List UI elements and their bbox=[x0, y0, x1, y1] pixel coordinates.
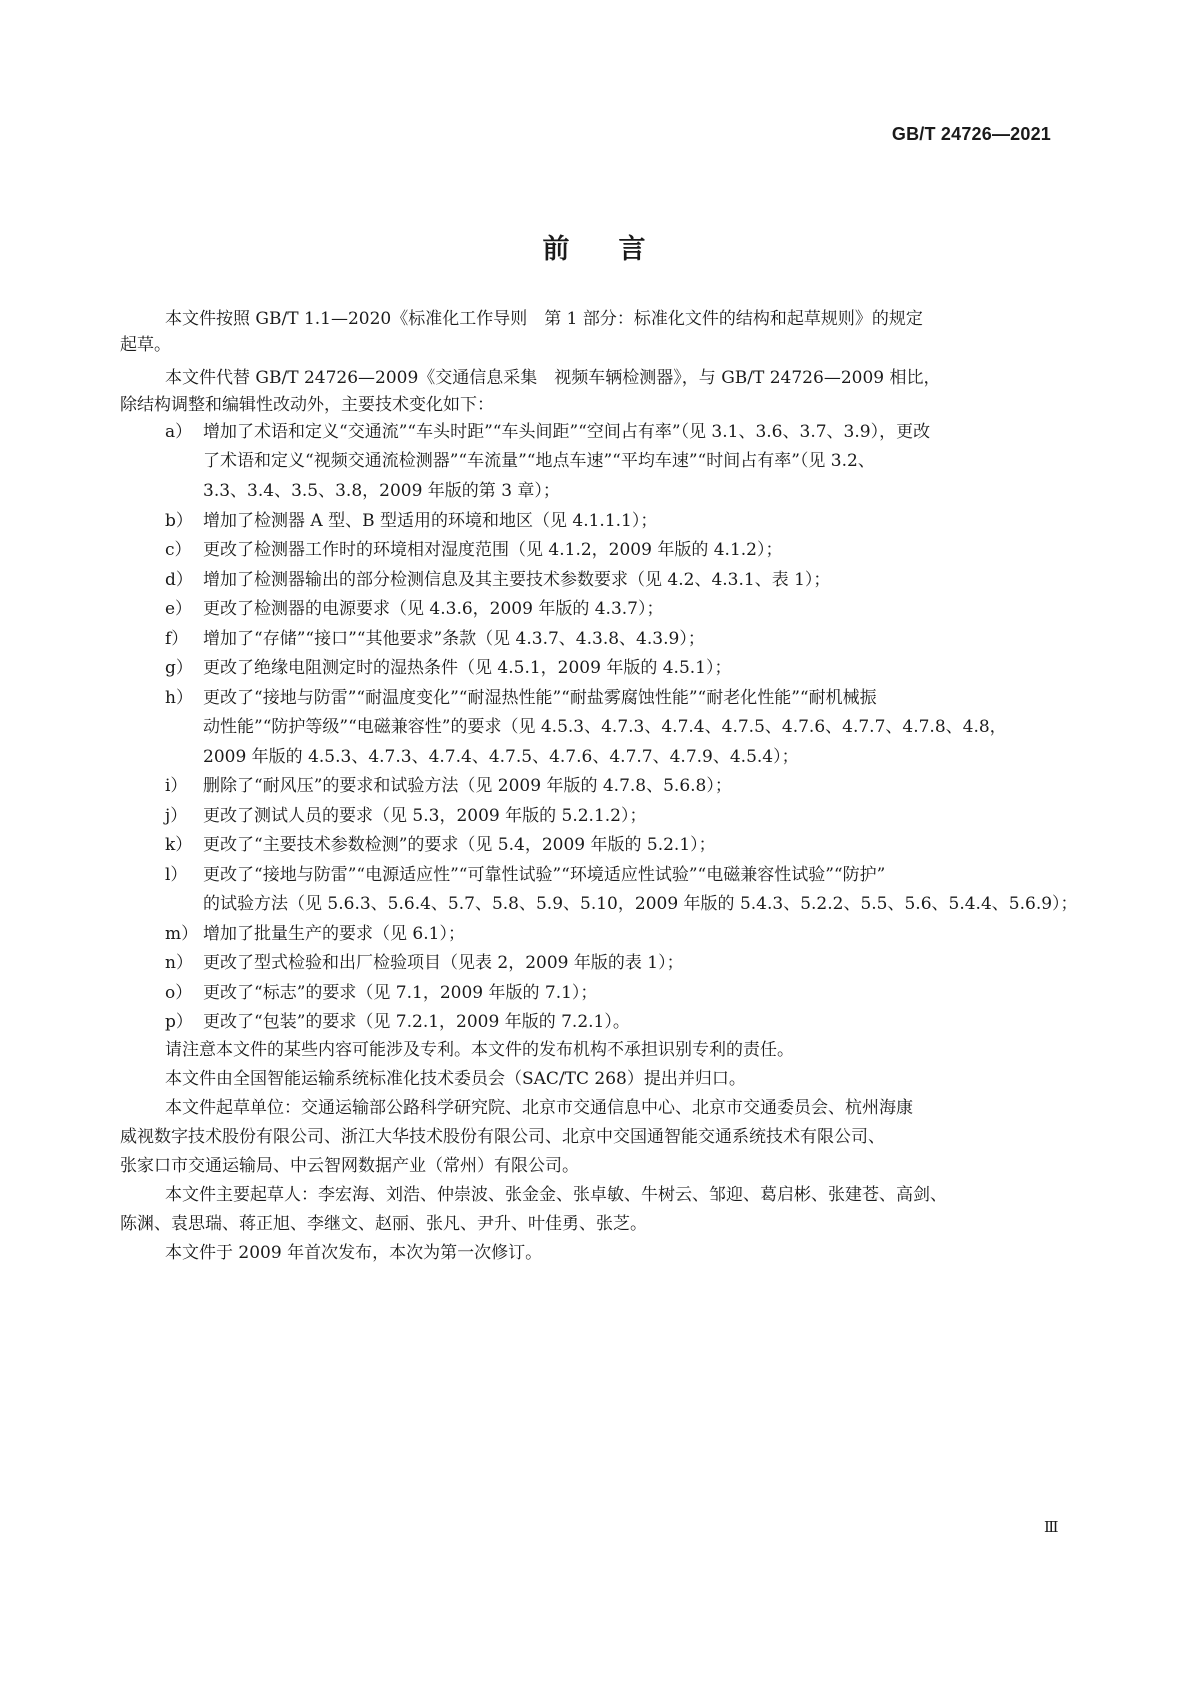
list-marker: o） bbox=[165, 983, 193, 1003]
title-char-1: 前 bbox=[542, 234, 573, 265]
drafting-units-line: 张家口市交通运输局、中云智网数据产业（常州）有限公司。 bbox=[120, 1156, 579, 1176]
list-marker: j） bbox=[165, 806, 188, 826]
list-item bbox=[165, 690, 877, 707]
list-marker: b） bbox=[165, 511, 193, 531]
list-item bbox=[165, 513, 657, 530]
list-item-text: 更改了型式检验和出厂检验项目（见表 2，2009 年版的表 1）； bbox=[203, 953, 684, 973]
list-item-text: 增加了批量生产的要求（见 6.1）； bbox=[203, 924, 465, 944]
drafting-units-line: 本文件起草单位：交通运输部公路科学研究院、北京市交通信息中心、北京市交通委员会、杭州海康 bbox=[165, 1098, 913, 1118]
list-item-text: 更改了“包装”的要求（见 7.2.1，2009 年版的 7.2.1）。 bbox=[203, 1012, 630, 1032]
list-item bbox=[165, 867, 885, 884]
list-item bbox=[165, 631, 705, 648]
list-item-continuation: 的试验方法（见 5.6.3、5.6.4、5.7、5.8、5.9、5.10，2009 年版的 5.4.3、5.2.2、5.5、5.6、5.4.4、5.6.9）； bbox=[203, 894, 1078, 914]
title-char-2: 言 bbox=[618, 234, 649, 265]
list-marker: l） bbox=[165, 865, 188, 885]
drafters-line: 陈渊、袁思瑞、蒋正旭、李继文、赵丽、张凡、尹升、叶佳勇、张芝。 bbox=[120, 1214, 647, 1234]
list-item bbox=[165, 837, 716, 854]
list-marker: i） bbox=[165, 776, 188, 796]
paragraph-line: 起草。 bbox=[120, 335, 171, 355]
list-item-continuation: 动性能”“防护等级”“电磁兼容性”的要求（见 4.5.3、4.7.3、4.7.4、4.7.5、4.7.6、4.7.7、4.7.8、4.8， bbox=[203, 717, 1007, 737]
list-item-text: 更改了“主要技术参数检测”的要求（见 5.4，2009 年版的 5.2.1）； bbox=[203, 835, 716, 855]
drafters-line: 本文件主要起草人：李宏海、刘浩、仲崇波、张金金、张卓敏、牛树云、邹迎、葛启彬、张建苍、高剑、 bbox=[165, 1185, 947, 1205]
list-marker: k） bbox=[165, 835, 193, 855]
list-item-text: 更改了检测器工作时的环境相对湿度范围（见 4.1.2，2009 年版的 4.1.2）； bbox=[203, 540, 783, 560]
list-marker: m） bbox=[165, 924, 199, 944]
paragraph-line: 本文件按照 GB/T 1.1—2020《标准化工作导则 第 1 部分：标准化文件的结构和起草规则》的规定 bbox=[165, 309, 923, 329]
list-item-text: 更改了“标志”的要求（见 7.1，2009 年版的 7.1）； bbox=[203, 983, 598, 1003]
list-marker: f） bbox=[165, 629, 189, 649]
list-item bbox=[165, 424, 930, 441]
revision-history: 本文件于 2009 年首次发布，本次为第一次修订。 bbox=[165, 1243, 543, 1263]
list-marker: h） bbox=[165, 688, 193, 708]
list-item-text: 增加了术语和定义“交通流”“车头时距”“车头间距”“空间占有率”（见 3.1、3.6、3.7、3.9），更改 bbox=[203, 422, 931, 442]
proposed-by: 本文件由全国智能运输系统标准化技术委员会（SAC/TC 268）提出并归口。 bbox=[165, 1069, 746, 1089]
paragraph-line: 除结构调整和编辑性改动外，主要技术变化如下： bbox=[120, 395, 494, 415]
list-item bbox=[165, 572, 830, 589]
list-item-continuation: 3.3、3.4、3.5、3.8，2009 年版的第 3 章）； bbox=[203, 481, 560, 501]
standard-number: GB/T 24726—2021 bbox=[891, 124, 1051, 144]
list-marker: p） bbox=[165, 1012, 193, 1032]
list-item-text: 增加了检测器输出的部分检测信息及其主要技术参数要求（见 4.2、4.3.1、表 1）； bbox=[203, 570, 831, 590]
list-item bbox=[165, 542, 783, 559]
list-item-text: 更改了检测器的电源要求（见 4.3.6，2009 年版的 4.3.7）； bbox=[203, 599, 664, 619]
list-item-continuation: 了术语和定义“视频交通流检测器”“车流量”“地点车速”“平均车速”“时间占有率”（见 3.2、 bbox=[203, 451, 875, 471]
list-item-continuation: 2009 年版的 4.5.3、4.7.3、4.7.4、4.7.5、4.7.6、4.7.7、4.7.9、4.5.4）； bbox=[203, 747, 799, 767]
list-item bbox=[165, 778, 732, 795]
list-marker: c） bbox=[165, 540, 192, 560]
list-item bbox=[165, 808, 647, 825]
list-marker: d） bbox=[165, 570, 193, 590]
list-item bbox=[165, 955, 684, 972]
drafting-units-line: 威视数字技术股份有限公司、浙江大华技术股份有限公司、北京中交国通智能交通系统技术有限公司、 bbox=[120, 1127, 885, 1147]
list-marker: e） bbox=[165, 599, 193, 619]
list-item bbox=[165, 660, 732, 677]
list-item bbox=[165, 1014, 630, 1031]
list-item-text: 更改了测试人员的要求（见 5.3，2009 年版的 5.2.1.2）； bbox=[203, 806, 647, 826]
list-item bbox=[165, 926, 465, 943]
list-item bbox=[165, 601, 664, 618]
list-item-text: 删除了“耐风压”的要求和试验方法（见 2009 年版的 4.7.8、5.6.8）； bbox=[203, 776, 732, 796]
list-item-text: 更改了绝缘电阻测定时的湿热条件（见 4.5.1，2009 年版的 4.5.1）； bbox=[203, 658, 732, 678]
page-title bbox=[0, 227, 1191, 266]
list-item-text: 更改了“接地与防雷”“电源适应性”“可靠性试验”“环境适应性试验”“电磁兼容性试验”“防护” bbox=[203, 865, 886, 885]
patent-notice: 请注意本文件的某些内容可能涉及专利。本文件的发布机构不承担识别专利的责任。 bbox=[165, 1040, 794, 1060]
list-marker: a） bbox=[165, 422, 193, 442]
list-item-text: 增加了检测器 A 型、B 型适用的环境和地区（见 4.1.1.1）； bbox=[203, 511, 658, 531]
list-marker: g） bbox=[165, 658, 193, 678]
list-item-text: 更改了“接地与防雷”“耐温度变化”“耐湿热性能”“耐盐雾腐蚀性能”“耐老化性能”“耐机械振 bbox=[203, 688, 877, 708]
list-marker: n） bbox=[165, 953, 193, 973]
list-item-text: 增加了“存储”“接口”“其他要求”条款（见 4.3.7、4.3.8、4.3.9）； bbox=[203, 629, 705, 649]
list-item bbox=[165, 985, 597, 1002]
page-number: Ⅲ bbox=[1044, 1518, 1059, 1536]
paragraph-line: 本文件代替 GB/T 24726—2009《交通信息采集 视频车辆检测器》，与 GB/T 24726—2009 相比， bbox=[165, 368, 941, 388]
